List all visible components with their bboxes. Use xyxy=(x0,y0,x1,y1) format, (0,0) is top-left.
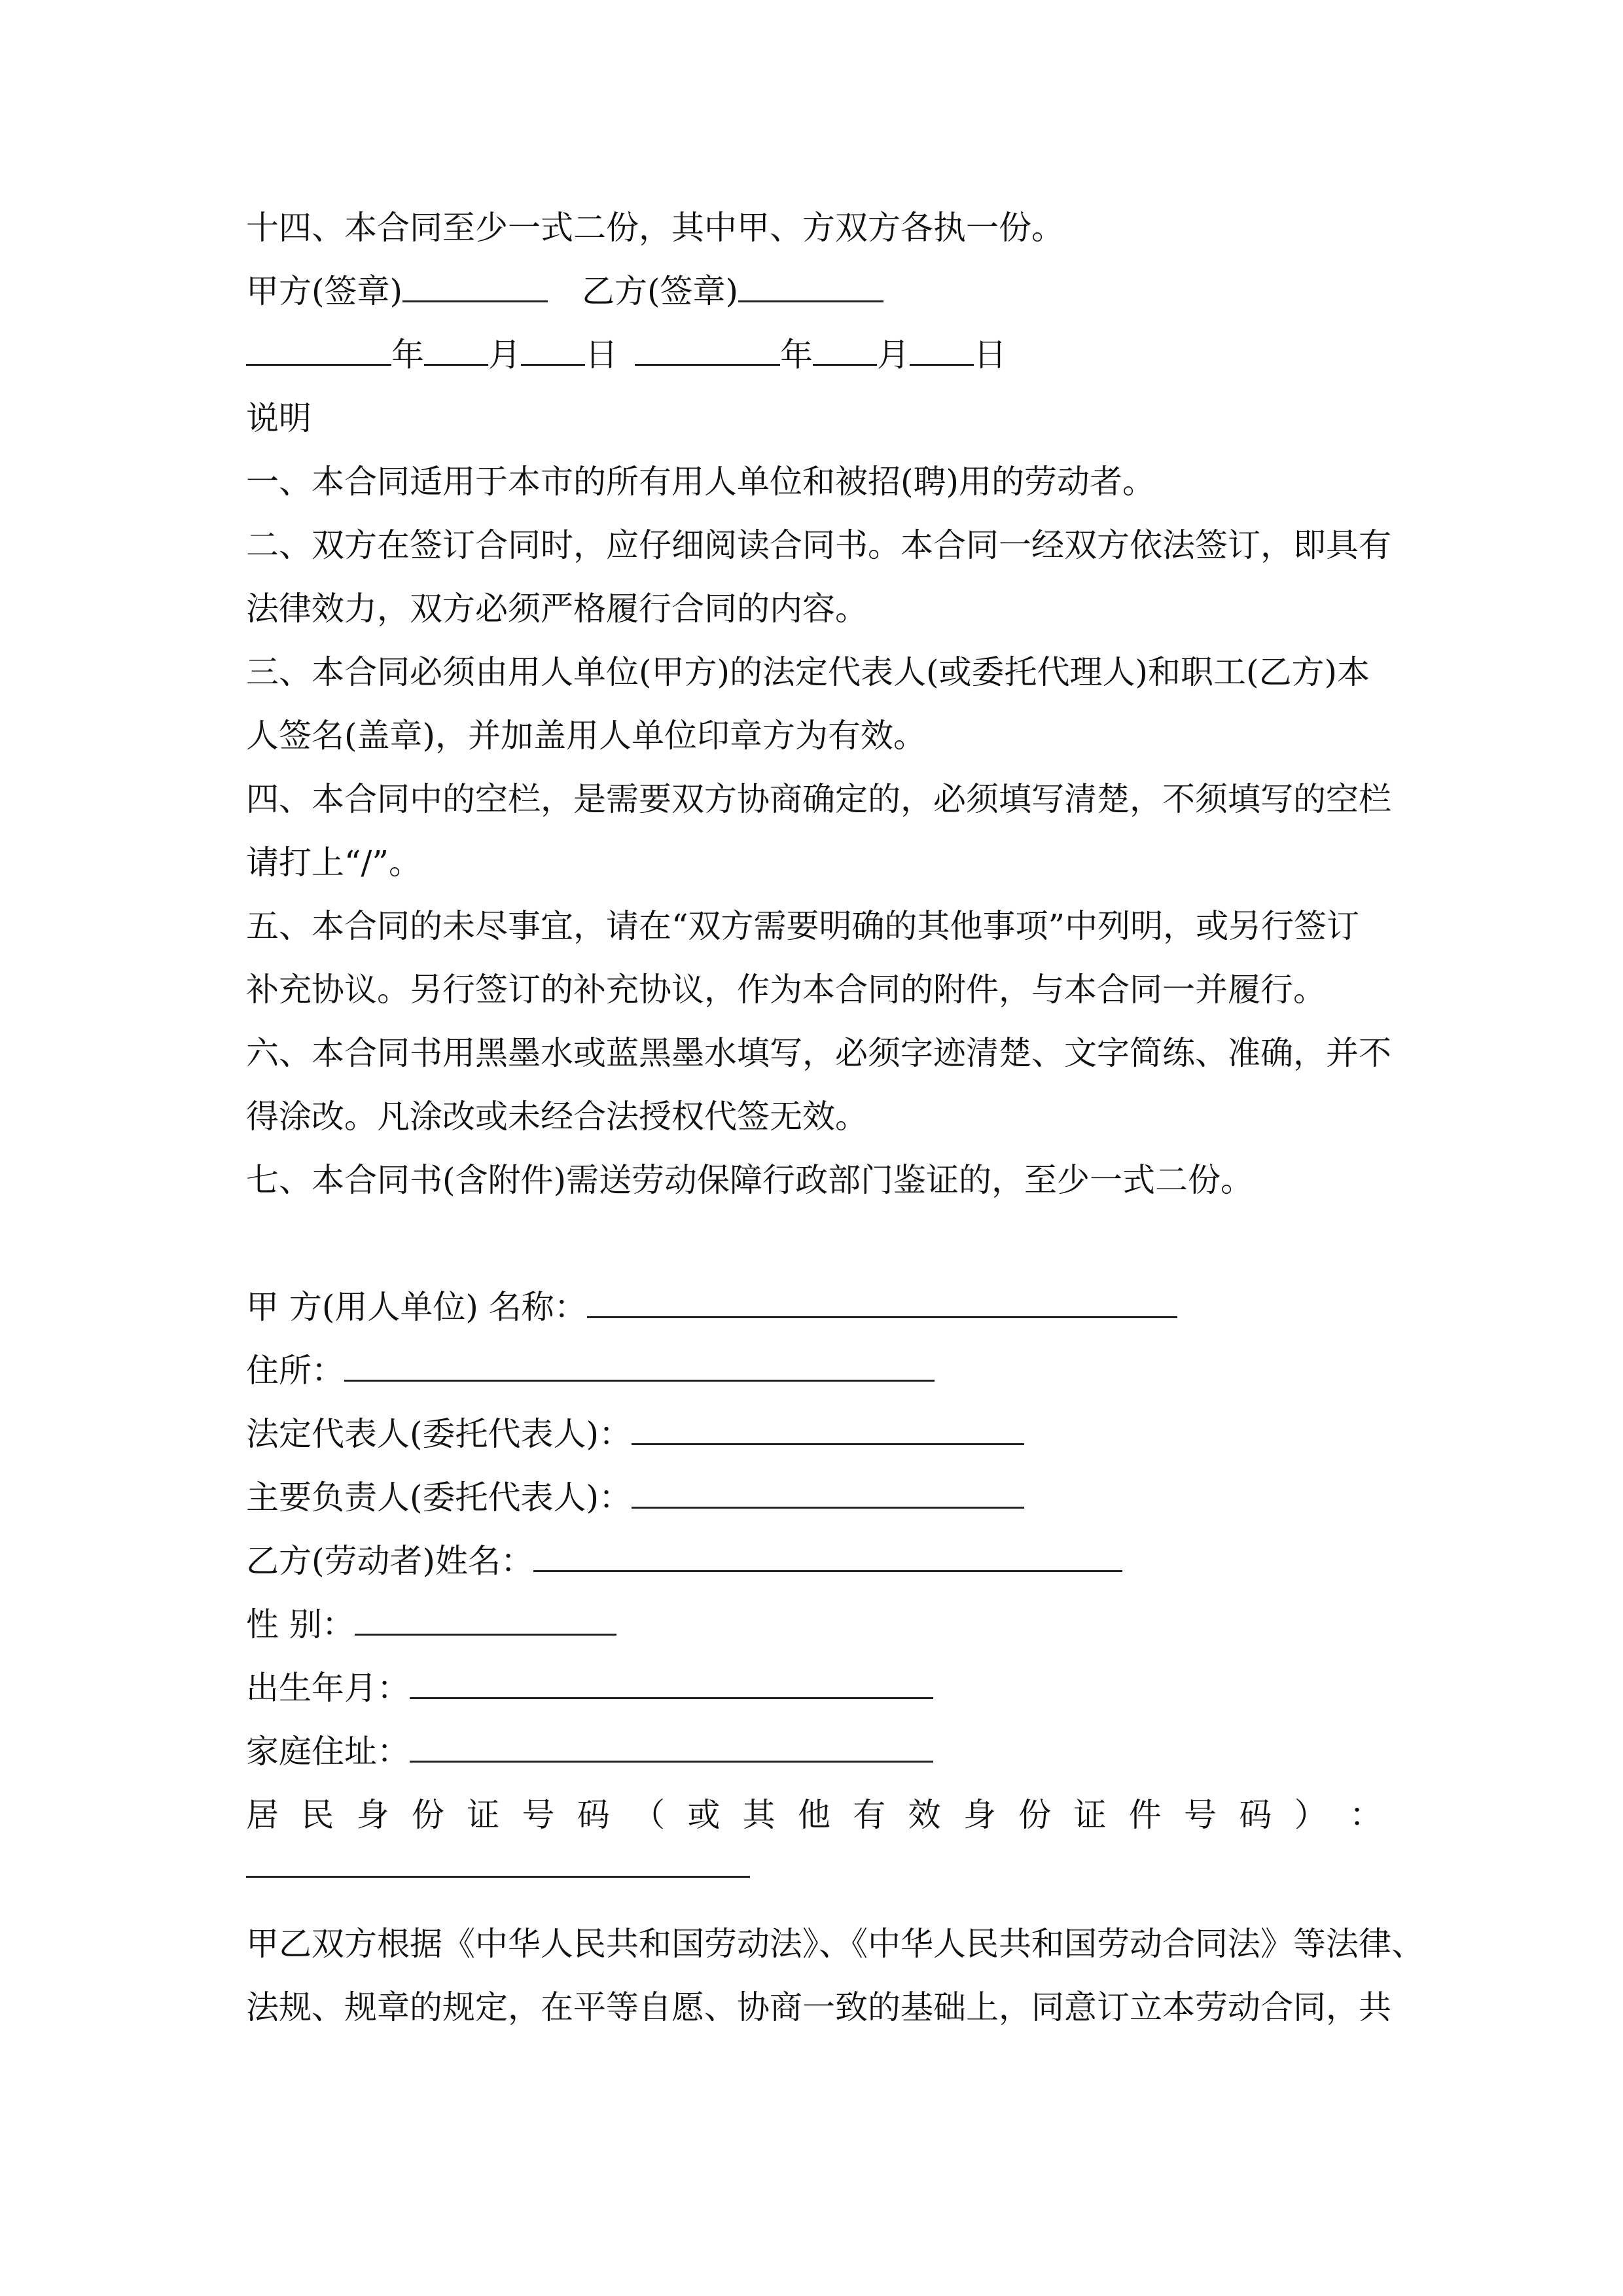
party-a-year-field[interactable] xyxy=(246,331,391,366)
id-label-char: 民 xyxy=(301,1796,334,1834)
home-address-label: 家庭住址： xyxy=(246,1732,410,1770)
signature-row xyxy=(246,260,1382,323)
birth-label: 出生年月： xyxy=(246,1669,410,1707)
note-line: 五、本合同的未尽事宜，请在“双方需要明确的其他事项”中列明，或另行签订 xyxy=(246,907,1360,945)
worker-name-label: 乙方(劳动者)姓名： xyxy=(246,1542,534,1580)
clause-14: 十四、本合同至少一式二份，其中甲、方双方各执一份。 xyxy=(246,209,1064,247)
id-label-char: 号 xyxy=(522,1796,555,1834)
id-label-char: 有 xyxy=(853,1796,886,1834)
employer-name-label: 甲 方(用人单位) 名称： xyxy=(246,1288,587,1326)
id-label-char: 份 xyxy=(411,1796,444,1834)
party-a-day-field[interactable] xyxy=(521,331,585,366)
address-field[interactable] xyxy=(344,1347,935,1382)
note-line: 补充协议。另行签订的补充协议，作为本合同的附件，与本合同一并履行。 xyxy=(246,971,1326,1009)
party-b-year-field[interactable] xyxy=(635,331,780,366)
id-number-field[interactable] xyxy=(246,1847,750,1878)
party-a-signature-label: 甲方(签章) xyxy=(246,272,403,310)
id-label-char: 效 xyxy=(908,1796,941,1834)
year-label: 年 xyxy=(391,336,424,374)
home-address-row xyxy=(246,1720,1382,1784)
worker-name-row xyxy=(246,1530,1382,1593)
note-line: 三、本合同必须由用人单位(甲方)的法定代表人(或委托代理人)和职工(乙方)本 xyxy=(246,653,1370,691)
id-label-char: （ xyxy=(632,1796,666,1834)
id-label-char: 码 xyxy=(577,1796,610,1834)
id-label-char: 份 xyxy=(1018,1796,1052,1834)
preamble-line: 甲乙双方根据《中华人民共和国劳动法》、《中华人民共和国劳动合同法》等法律、 xyxy=(246,1925,1424,1963)
id-label-char: 或 xyxy=(687,1796,721,1834)
id-label-char: 件 xyxy=(1128,1796,1162,1834)
home-address-field[interactable] xyxy=(410,1728,933,1763)
id-label-char: 身 xyxy=(356,1796,389,1834)
contract-page xyxy=(246,196,1424,2039)
worker-name-field[interactable] xyxy=(533,1537,1122,1572)
note-line: 七、本合同书(含附件)需送劳动保障行政部门鉴证的，至少一式二份。 xyxy=(246,1161,1254,1199)
note-line: 一、本合同适用于本市的所有用人单位和被招(聘)用的劳动者。 xyxy=(246,463,1156,501)
party-b-signature-label: 乙方(签章) xyxy=(582,272,739,310)
address-row xyxy=(246,1339,1382,1403)
address-label: 住所： xyxy=(246,1352,344,1390)
id-label-char: 其 xyxy=(742,1796,776,1834)
party-a-signature-field[interactable] xyxy=(402,268,548,302)
id-label-char: 码 xyxy=(1239,1796,1272,1834)
sex-field[interactable] xyxy=(355,1601,616,1636)
sex-label: 性 别： xyxy=(246,1605,355,1643)
note-line: 得涂改。凡涂改或未经合法授权代签无效。 xyxy=(246,1098,868,1136)
preamble-line: 法规、规章的规定，在平等自愿、协商一致的基础上，同意订立本劳动合同，共 xyxy=(246,1988,1391,2026)
id-label-char: 证 xyxy=(1073,1796,1107,1834)
date-row xyxy=(246,323,1382,387)
id-label-char: 身 xyxy=(963,1796,996,1834)
note-line: 请打上“/”。 xyxy=(246,844,421,882)
principal-field[interactable] xyxy=(632,1474,1024,1509)
employer-name-row xyxy=(246,1276,1382,1339)
legal-rep-label: 法定代表人(委托代表人)： xyxy=(246,1415,632,1453)
month-label: 月 xyxy=(877,336,910,374)
id-number-label xyxy=(246,1784,1382,1847)
id-label-char: 居 xyxy=(246,1796,279,1834)
principal-label: 主要负责人(委托代表人)： xyxy=(246,1479,632,1516)
day-label: 日 xyxy=(585,336,618,374)
party-a-month-field[interactable] xyxy=(424,331,488,366)
legal-rep-row xyxy=(246,1403,1382,1466)
legal-rep-field[interactable] xyxy=(632,1410,1024,1445)
id-label-char: 号 xyxy=(1184,1796,1217,1834)
year-label: 年 xyxy=(780,336,813,374)
party-b-month-field[interactable] xyxy=(813,331,877,366)
id-label-char: 他 xyxy=(797,1796,830,1834)
note-line: 人签名(盖章)，并加盖用人单位印章方为有效。 xyxy=(246,717,927,755)
id-label-char: 证 xyxy=(467,1796,500,1834)
note-line: 二、双方在签订合同时，应仔细阅读合同书。本合同一经双方依法签订，即具有 xyxy=(246,526,1391,564)
principal-row xyxy=(246,1466,1382,1530)
day-label: 日 xyxy=(974,336,1007,374)
id-label-char: ： xyxy=(1349,1796,1382,1834)
notes-title: 说明 xyxy=(246,399,312,437)
note-line: 六、本合同书用黑墨水或蓝黑墨水填写，必须字迹清楚、文字简练、准确，并不 xyxy=(246,1034,1391,1072)
note-line: 法律效力，双方必须严格履行合同的内容。 xyxy=(246,590,868,628)
month-label: 月 xyxy=(488,336,521,374)
birth-field[interactable] xyxy=(410,1664,933,1699)
note-line: 四、本合同中的空栏，是需要双方协商确定的，必须填写清楚，不须填写的空栏 xyxy=(246,780,1391,818)
party-b-day-field[interactable] xyxy=(910,331,974,366)
party-b-signature-field[interactable] xyxy=(738,268,883,302)
employer-name-field[interactable] xyxy=(587,1283,1177,1318)
id-label-char: ） xyxy=(1294,1796,1327,1834)
sex-row xyxy=(246,1593,1382,1657)
birth-row xyxy=(246,1657,1382,1720)
